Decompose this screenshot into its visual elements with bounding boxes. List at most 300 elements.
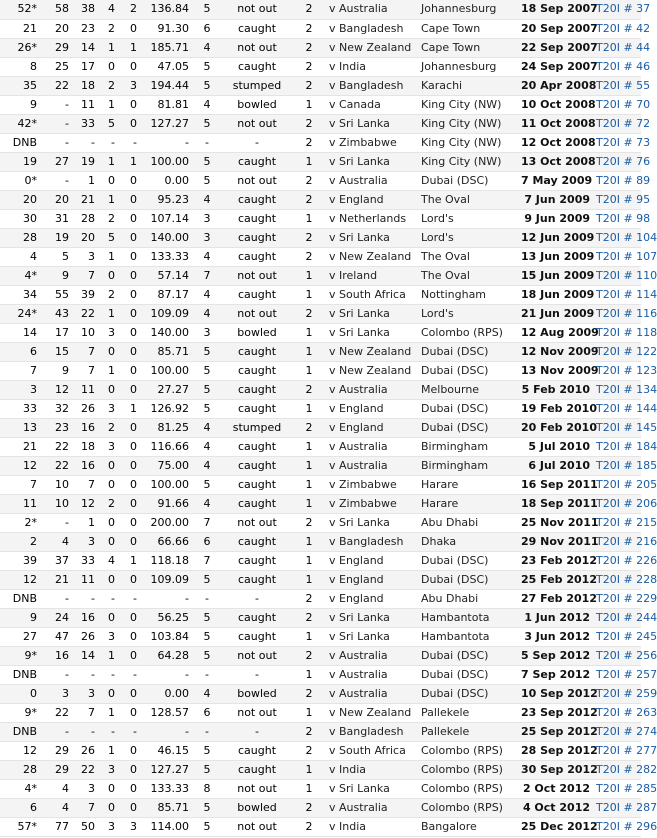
start-date-cell: 25 Dec 2012: [518, 817, 593, 836]
dismissal-cell: bowled: [222, 323, 292, 342]
balls-faced-cell: 7: [72, 798, 98, 817]
strike-rate-cell: 64.28: [140, 646, 192, 665]
position-cell: 4: [192, 38, 222, 57]
opposition-cell: v South Africa: [326, 285, 418, 304]
innings-cell: 2: [292, 798, 326, 817]
match-link-cell: [593, 646, 657, 665]
table-row: [0, 285, 641, 304]
strike-rate-cell: 75.00: [140, 456, 192, 475]
match-link[interactable]: T20I # 89: [596, 173, 651, 187]
minutes-cell: 47: [40, 627, 72, 646]
match-link[interactable]: T20I # 285: [596, 781, 657, 795]
fours-cell: 3: [98, 399, 118, 418]
position-cell: 3: [192, 228, 222, 247]
match-link-cell: [593, 513, 657, 532]
match-link[interactable]: T20I # 37: [596, 2, 651, 16]
opposition-cell: v Australia: [326, 684, 418, 703]
minutes-cell: 17: [40, 323, 72, 342]
dismissal-cell: caught: [222, 380, 292, 399]
strike-rate-cell: -: [140, 589, 192, 608]
table-row: [0, 817, 641, 836]
match-link[interactable]: T20I # 226: [596, 553, 657, 567]
ground-cell: Nottingham: [418, 285, 518, 304]
ground-cell: Pallekele: [418, 703, 518, 722]
strike-rate-cell: 140.00: [140, 228, 192, 247]
match-link[interactable]: T20I # 123: [596, 363, 657, 377]
table-row: [0, 779, 641, 798]
ground-cell: Melbourne: [418, 380, 518, 399]
dismissal-cell: -: [222, 665, 292, 684]
table-row: [0, 76, 641, 95]
start-date-cell: 3 Jun 2012: [518, 627, 593, 646]
match-link[interactable]: T20I # 70: [596, 97, 651, 111]
match-link[interactable]: T20I # 145: [596, 420, 657, 434]
position-cell: -: [192, 722, 222, 741]
dismissal-cell: caught: [222, 152, 292, 171]
match-link-cell: [593, 304, 657, 323]
fours-cell: 2: [98, 494, 118, 513]
match-link[interactable]: T20I # 205: [596, 477, 657, 491]
match-link[interactable]: T20I # 287: [596, 800, 657, 814]
runs-cell: 2*: [0, 513, 40, 532]
match-link-cell: [593, 114, 651, 133]
minutes-cell: -: [40, 133, 72, 152]
ground-cell: Colombo (RPS): [418, 323, 518, 342]
strike-rate-cell: 100.00: [140, 361, 192, 380]
fours-cell: 5: [98, 114, 118, 133]
innings-cell: 2: [292, 114, 326, 133]
runs-cell: 30: [0, 209, 40, 228]
fours-cell: 0: [98, 380, 118, 399]
strike-rate-cell: -: [140, 722, 192, 741]
dismissal-cell: not out: [222, 114, 292, 133]
sixes-cell: 0: [118, 247, 140, 266]
table-row: [0, 589, 641, 608]
runs-cell: 35: [0, 76, 40, 95]
minutes-cell: 22: [40, 76, 72, 95]
opposition-cell: v Bangladesh: [326, 19, 418, 38]
runs-cell: 11: [0, 494, 40, 513]
balls-faced-cell: 1: [72, 513, 98, 532]
innings-cell: 2: [292, 190, 326, 209]
runs-cell: 6: [0, 798, 40, 817]
start-date-cell: 4 Oct 2012: [518, 798, 593, 817]
ground-cell: Birmingham: [418, 437, 518, 456]
fours-cell: 4: [98, 0, 118, 19]
dismissal-cell: caught: [222, 361, 292, 380]
fours-cell: 2: [98, 76, 118, 95]
match-link-cell: [593, 551, 657, 570]
balls-faced-cell: 3: [72, 532, 98, 551]
table-row: [0, 209, 641, 228]
match-link[interactable]: T20I # 55: [596, 78, 651, 92]
fours-cell: 1: [98, 741, 118, 760]
fours-cell: 2: [98, 19, 118, 38]
dismissal-cell: caught: [222, 342, 292, 361]
opposition-cell: v South Africa: [326, 741, 418, 760]
table-row: [0, 456, 641, 475]
minutes-cell: 55: [40, 285, 72, 304]
ground-cell: Dubai (DSC): [418, 665, 518, 684]
strike-rate-cell: 27.27: [140, 380, 192, 399]
sixes-cell: 0: [118, 608, 140, 627]
runs-cell: 9*: [0, 646, 40, 665]
match-link[interactable]: T20I # 256: [596, 648, 657, 662]
minutes-cell: 12: [40, 380, 72, 399]
innings-cell: 2: [292, 304, 326, 323]
dismissal-cell: caught: [222, 19, 292, 38]
dismissal-cell: not out: [222, 266, 292, 285]
match-link[interactable]: T20I # 42: [596, 21, 651, 35]
position-cell: 4: [192, 418, 222, 437]
position-cell: 5: [192, 798, 222, 817]
dismissal-cell: caught: [222, 532, 292, 551]
match-link[interactable]: T20I # 73: [596, 135, 651, 149]
position-cell: 7: [192, 513, 222, 532]
minutes-cell: 22: [40, 703, 72, 722]
start-date-cell: 12 Aug 2009: [518, 323, 593, 342]
match-link[interactable]: T20I # 206: [596, 496, 657, 510]
table-row: [0, 228, 641, 247]
ground-cell: Hambantota: [418, 608, 518, 627]
match-link-cell: [593, 76, 651, 95]
match-link-cell: [593, 209, 651, 228]
sixes-cell: 0: [118, 266, 140, 285]
match-link-cell: [593, 494, 657, 513]
dismissal-cell: caught: [222, 741, 292, 760]
balls-faced-cell: 3: [72, 684, 98, 703]
sixes-cell: 0: [118, 19, 140, 38]
start-date-cell: 18 Sep 2011: [518, 494, 593, 513]
dismissal-cell: caught: [222, 285, 292, 304]
minutes-cell: 29: [40, 741, 72, 760]
match-link-cell: [593, 380, 657, 399]
fours-cell: 1: [98, 304, 118, 323]
dismissal-cell: not out: [222, 171, 292, 190]
position-cell: 5: [192, 399, 222, 418]
start-date-cell: 7 Sep 2012: [518, 665, 593, 684]
fours-cell: 1: [98, 95, 118, 114]
match-link[interactable]: T20I # 44: [596, 40, 651, 54]
match-link[interactable]: T20I # 118: [596, 325, 657, 339]
match-link[interactable]: T20I # 72: [596, 116, 651, 130]
sixes-cell: 1: [118, 551, 140, 570]
minutes-cell: 16: [40, 646, 72, 665]
dismissal-cell: -: [222, 589, 292, 608]
opposition-cell: v England: [326, 190, 418, 209]
match-link[interactable]: T20I # 257: [596, 667, 657, 681]
fours-cell: 0: [98, 342, 118, 361]
start-date-cell: 12 Oct 2008: [518, 133, 593, 152]
minutes-cell: 21: [40, 570, 72, 589]
innings-cell: 1: [292, 95, 326, 114]
position-cell: 5: [192, 741, 222, 760]
start-date-cell: 19 Feb 2010: [518, 399, 593, 418]
position-cell: 5: [192, 817, 222, 836]
minutes-cell: -: [40, 589, 72, 608]
table-row: [0, 399, 641, 418]
innings-cell: 1: [292, 342, 326, 361]
match-link[interactable]: T20I # 144: [596, 401, 657, 415]
match-link[interactable]: T20I # 122: [596, 344, 657, 358]
minutes-cell: 4: [40, 532, 72, 551]
runs-cell: DNB: [0, 589, 40, 608]
dismissal-cell: not out: [222, 304, 292, 323]
balls-faced-cell: 1: [72, 171, 98, 190]
position-cell: 4: [192, 190, 222, 209]
match-link[interactable]: T20I # 229: [596, 591, 657, 605]
position-cell: 6: [192, 532, 222, 551]
match-link-cell: [593, 38, 651, 57]
innings-cell: 1: [292, 760, 326, 779]
table-row: [0, 171, 641, 190]
dismissal-cell: caught: [222, 456, 292, 475]
match-link[interactable]: T20I # 277: [596, 743, 657, 757]
ground-cell: Lord's: [418, 209, 518, 228]
sixes-cell: 0: [118, 209, 140, 228]
match-link[interactable]: T20I # 215: [596, 515, 657, 529]
match-link-cell: [593, 703, 657, 722]
ground-cell: The Oval: [418, 190, 518, 209]
sixes-cell: 0: [118, 304, 140, 323]
balls-faced-cell: 18: [72, 437, 98, 456]
sixes-cell: 0: [118, 798, 140, 817]
balls-faced-cell: 18: [72, 76, 98, 95]
opposition-cell: v England: [326, 551, 418, 570]
runs-cell: 13: [0, 418, 40, 437]
minutes-cell: 43: [40, 304, 72, 323]
start-date-cell: 20 Apr 2008: [518, 76, 593, 95]
position-cell: 4: [192, 285, 222, 304]
position-cell: 4: [192, 95, 222, 114]
match-link[interactable]: T20I # 244: [596, 610, 657, 624]
opposition-cell: v Netherlands: [326, 209, 418, 228]
start-date-cell: 25 Feb 2012: [518, 570, 593, 589]
innings-cell: 1: [292, 665, 326, 684]
innings-cell: 2: [292, 608, 326, 627]
match-link[interactable]: T20I # 296: [596, 819, 657, 833]
position-cell: 4: [192, 456, 222, 475]
match-link-cell: [593, 817, 657, 836]
match-link[interactable]: T20I # 107: [596, 249, 657, 263]
match-link[interactable]: T20I # 95: [596, 192, 651, 206]
runs-cell: 26*: [0, 38, 40, 57]
strike-rate-cell: 100.00: [140, 475, 192, 494]
start-date-cell: 5 Jul 2010: [518, 437, 593, 456]
runs-cell: 21: [0, 437, 40, 456]
match-link[interactable]: T20I # 282: [596, 762, 657, 776]
minutes-cell: 9: [40, 266, 72, 285]
start-date-cell: 25 Sep 2012: [518, 722, 593, 741]
table-row: [0, 722, 641, 741]
fours-cell: 0: [98, 57, 118, 76]
opposition-cell: v Australia: [326, 798, 418, 817]
fours-cell: 1: [98, 646, 118, 665]
dismissal-cell: not out: [222, 513, 292, 532]
table-row: [0, 741, 641, 760]
match-link[interactable]: T20I # 185: [596, 458, 657, 472]
match-link-cell: [593, 684, 657, 703]
ground-cell: King City (NW): [418, 95, 518, 114]
match-link[interactable]: T20I # 134: [596, 382, 657, 396]
minutes-cell: 15: [40, 342, 72, 361]
dismissal-cell: -: [222, 133, 292, 152]
innings-cell: 1: [292, 703, 326, 722]
match-link-cell: [593, 760, 657, 779]
match-link[interactable]: T20I # 46: [596, 59, 651, 73]
match-link[interactable]: T20I # 98: [596, 211, 651, 225]
position-cell: 5: [192, 646, 222, 665]
balls-faced-cell: 10: [72, 323, 98, 342]
sixes-cell: 0: [118, 646, 140, 665]
balls-faced-cell: 33: [72, 551, 98, 570]
fours-cell: 0: [98, 171, 118, 190]
sixes-cell: 0: [118, 779, 140, 798]
position-cell: 4: [192, 304, 222, 323]
sixes-cell: 0: [118, 228, 140, 247]
opposition-cell: v Sri Lanka: [326, 304, 418, 323]
ground-cell: King City (NW): [418, 114, 518, 133]
position-cell: 3: [192, 209, 222, 228]
position-cell: -: [192, 589, 222, 608]
strike-rate-cell: 81.81: [140, 95, 192, 114]
dismissal-cell: not out: [222, 0, 292, 19]
minutes-cell: -: [40, 665, 72, 684]
strike-rate-cell: 118.18: [140, 551, 192, 570]
sixes-cell: -: [118, 665, 140, 684]
innings-cell: 1: [292, 532, 326, 551]
dismissal-cell: caught: [222, 190, 292, 209]
dismissal-cell: caught: [222, 437, 292, 456]
minutes-cell: -: [40, 722, 72, 741]
opposition-cell: v England: [326, 589, 418, 608]
strike-rate-cell: -: [140, 665, 192, 684]
fours-cell: -: [98, 133, 118, 152]
table-row: [0, 304, 641, 323]
match-link[interactable]: T20I # 116: [596, 306, 657, 320]
match-link[interactable]: T20I # 104: [596, 230, 657, 244]
fours-cell: -: [98, 722, 118, 741]
match-link-cell: [593, 570, 657, 589]
match-link[interactable]: T20I # 259: [596, 686, 657, 700]
strike-rate-cell: 127.27: [140, 760, 192, 779]
fours-cell: 1: [98, 152, 118, 171]
dismissal-cell: caught: [222, 627, 292, 646]
match-link[interactable]: T20I # 110: [596, 268, 657, 282]
start-date-cell: 27 Feb 2012: [518, 589, 593, 608]
dismissal-cell: not out: [222, 779, 292, 798]
dismissal-cell: stumped: [222, 418, 292, 437]
start-date-cell: 20 Sep 2007: [518, 19, 593, 38]
ground-cell: The Oval: [418, 266, 518, 285]
fours-cell: 0: [98, 532, 118, 551]
minutes-cell: -: [40, 513, 72, 532]
match-link[interactable]: T20I # 184: [596, 439, 657, 453]
match-link-cell: [593, 475, 657, 494]
fours-cell: 4: [98, 551, 118, 570]
innings-cell: 1: [292, 266, 326, 285]
match-link[interactable]: T20I # 263: [596, 705, 657, 719]
ground-cell: Harare: [418, 494, 518, 513]
table-row: [0, 532, 641, 551]
match-link[interactable]: T20I # 216: [596, 534, 657, 548]
minutes-cell: 37: [40, 551, 72, 570]
runs-cell: 19: [0, 152, 40, 171]
start-date-cell: 7 May 2009: [518, 171, 593, 190]
strike-rate-cell: 128.57: [140, 703, 192, 722]
ground-cell: Abu Dhabi: [418, 513, 518, 532]
match-link-cell: [593, 608, 657, 627]
match-link[interactable]: T20I # 228: [596, 572, 657, 586]
ground-cell: Dubai (DSC): [418, 171, 518, 190]
strike-rate-cell: 185.71: [140, 38, 192, 57]
fours-cell: 2: [98, 209, 118, 228]
ground-cell: Dubai (DSC): [418, 399, 518, 418]
innings-cell: 1: [292, 437, 326, 456]
innings-cell: 2: [292, 722, 326, 741]
fours-cell: 5: [98, 228, 118, 247]
table-row: [0, 627, 641, 646]
sixes-cell: 0: [118, 114, 140, 133]
match-link[interactable]: T20I # 114: [596, 287, 657, 301]
ground-cell: Dubai (DSC): [418, 646, 518, 665]
position-cell: 5: [192, 608, 222, 627]
table-row: [0, 513, 641, 532]
match-link[interactable]: T20I # 245: [596, 629, 657, 643]
strike-rate-cell: 56.25: [140, 608, 192, 627]
fours-cell: 0: [98, 779, 118, 798]
sixes-cell: 0: [118, 703, 140, 722]
innings-cell: 1: [292, 399, 326, 418]
minutes-cell: 29: [40, 760, 72, 779]
runs-cell: 2: [0, 532, 40, 551]
opposition-cell: v Sri Lanka: [326, 228, 418, 247]
balls-faced-cell: 7: [72, 266, 98, 285]
table-row: [0, 665, 641, 684]
table-row: [0, 0, 641, 19]
fours-cell: 0: [98, 513, 118, 532]
table-row: [0, 494, 641, 513]
start-date-cell: 29 Nov 2011: [518, 532, 593, 551]
runs-cell: 28: [0, 228, 40, 247]
fours-cell: 1: [98, 38, 118, 57]
table-row: [0, 646, 641, 665]
match-link[interactable]: T20I # 76: [596, 154, 651, 168]
start-date-cell: 20 Feb 2010: [518, 418, 593, 437]
start-date-cell: 11 Oct 2008: [518, 114, 593, 133]
balls-faced-cell: 7: [72, 703, 98, 722]
fours-cell: 3: [98, 817, 118, 836]
sixes-cell: 0: [118, 95, 140, 114]
balls-faced-cell: 7: [72, 475, 98, 494]
balls-faced-cell: 14: [72, 646, 98, 665]
balls-faced-cell: 16: [72, 456, 98, 475]
match-link[interactable]: T20I # 274: [596, 724, 657, 738]
start-date-cell: 28 Sep 2012: [518, 741, 593, 760]
sixes-cell: 0: [118, 342, 140, 361]
sixes-cell: 0: [118, 380, 140, 399]
match-link-cell: [593, 589, 657, 608]
fours-cell: 3: [98, 437, 118, 456]
start-date-cell: 5 Feb 2010: [518, 380, 593, 399]
dismissal-cell: caught: [222, 760, 292, 779]
table-row: [0, 361, 641, 380]
start-date-cell: 9 Jun 2009: [518, 209, 593, 228]
match-link-cell: [593, 285, 657, 304]
match-link-cell: [593, 665, 657, 684]
sixes-cell: 0: [118, 171, 140, 190]
dismissal-cell: stumped: [222, 76, 292, 95]
